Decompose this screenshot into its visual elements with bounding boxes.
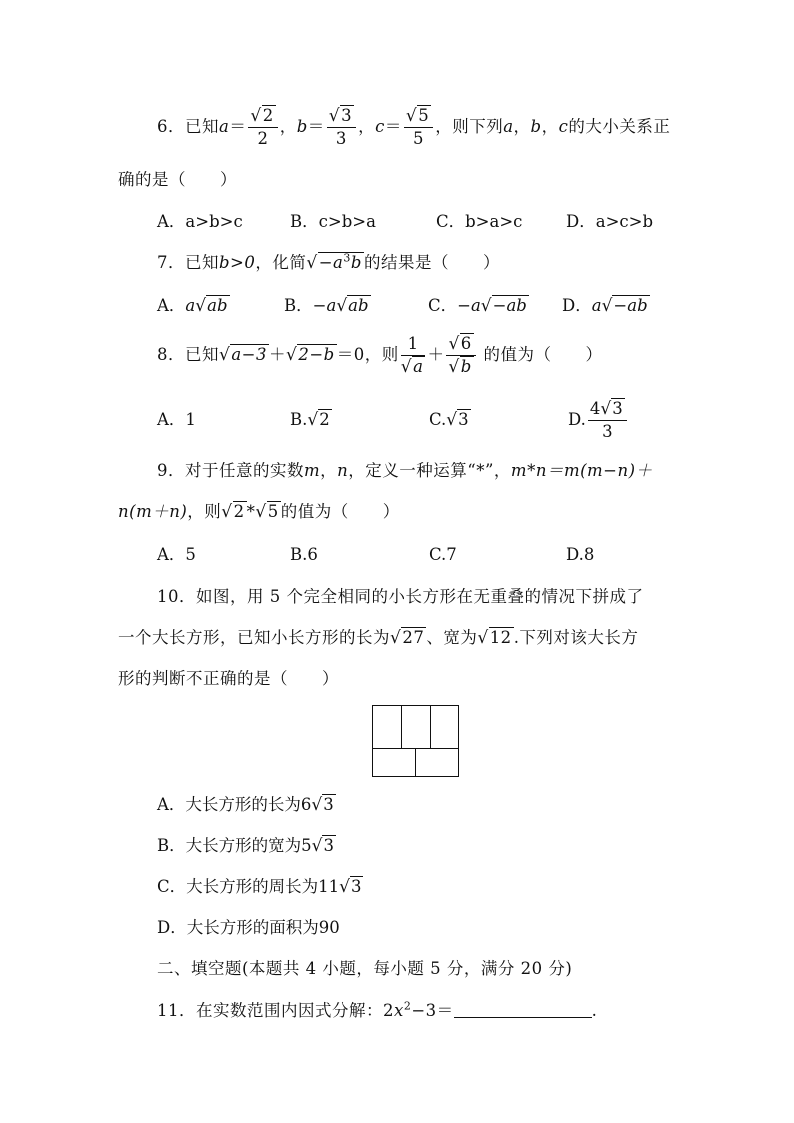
answer-blank[interactable] bbox=[454, 999, 592, 1018]
equals: ＝ bbox=[229, 117, 247, 136]
fraction-sqrt5-over-5: $\frac{√5}{5}$ bbox=[404, 105, 433, 150]
fraction-sqrt6-over-sqrt-b: $\frac{√6}{√b}$ bbox=[446, 333, 475, 378]
q7-option-b: B．−a√ab bbox=[284, 296, 369, 316]
figure-divider bbox=[430, 706, 431, 748]
q6-option-b: B．c>b>a bbox=[290, 212, 376, 231]
q9-option-b: B.6 bbox=[290, 545, 318, 564]
q8-option-c: C.√3 bbox=[429, 410, 469, 430]
q10-option-c: C．大长方形的周长为11√3 bbox=[157, 877, 362, 897]
q8-option-d: D. $\frac{4√3}{3}$ bbox=[568, 396, 629, 444]
rectangle-figure bbox=[372, 705, 459, 777]
q11-stem: 11．在实数范围内因式分解：$2x^2-3=$ . bbox=[157, 999, 598, 1020]
q7-stem: 7．已知b>0，化简$√-a^3b$ 的结果是（ ） bbox=[157, 251, 500, 273]
fraction-1-over-sqrt-a: $\frac{1}{√a}$ bbox=[400, 334, 424, 377]
figure-divider bbox=[415, 748, 416, 777]
q8-option-a: A．1 bbox=[157, 410, 196, 429]
q9-line1: 9．对于任意的实数m，n，定义一种运算“*”，m*n＝m(m−n)＋ bbox=[157, 461, 653, 480]
q10-line3: 形的判断不正确的是（ ） bbox=[118, 669, 339, 688]
q10-line1: 10．如图，用 5 个完全相同的小长方形在无重叠的情况下拼成了 bbox=[157, 587, 644, 606]
q7-option-d: D．a√−ab bbox=[562, 296, 648, 316]
var-b: b bbox=[296, 117, 308, 136]
var-a: a bbox=[219, 117, 230, 136]
q9-option-d: D.8 bbox=[566, 545, 595, 564]
fraction-sqrt3-over-3: $\frac{√3}{3}$ bbox=[327, 105, 356, 150]
q10-option-b: B．大长方形的宽为5√3 bbox=[157, 836, 334, 856]
var-c: c bbox=[375, 117, 385, 136]
q9-line2: n(m＋n)，则√2 *√5 的值为（ ） bbox=[118, 502, 400, 522]
q6-number: 6 bbox=[157, 117, 168, 136]
q7-option-c: C．−a√−ab bbox=[428, 296, 527, 316]
q7-option-a: A．a√ab bbox=[157, 296, 228, 316]
q10-option-d: D．大长方形的面积为90 bbox=[157, 918, 340, 937]
q9-option-a: A．5 bbox=[157, 545, 196, 564]
fraction-sqrt2-over-2: $\frac{√2}{2}$ bbox=[248, 105, 277, 150]
q6-intro: ．已知 bbox=[168, 117, 219, 136]
q9-option-c: C.7 bbox=[429, 545, 457, 564]
q6-line2: 确的是（ ） bbox=[118, 170, 237, 189]
figure-divider bbox=[401, 706, 402, 748]
q10-line2: 一个大长方形，已知小长方形的长为√27 、宽为√12 .下列对该大长方 bbox=[118, 628, 639, 648]
section-heading: 二、填空题(本题共 4 小题，每小题 5 分，满分 20 分) bbox=[157, 959, 573, 978]
q6-option-a: A．a>b>c bbox=[157, 212, 243, 231]
q10-option-a: A．大长方形的长为6√3 bbox=[157, 795, 334, 815]
q6-option-c: C．b>a>c bbox=[436, 212, 523, 231]
q8-option-b: B.√2 bbox=[290, 410, 330, 430]
q6-option-d: D．a>c>b bbox=[566, 212, 654, 231]
q6-line1: 6．已知a＝ $\frac{√2}{2}$ ，b＝ $\frac{√3}{3}$ ，c＝ $\frac{√5}{5}$ ，则下列a，b，c的大小关系正 bbox=[157, 106, 671, 148]
radical-neg-a3b: $√-a^3b$ bbox=[306, 251, 362, 273]
q8-stem: 8．已知√a−3 ＋√2−b ＝0，则 $\frac{1}{√a}$ ＋ $\frac{√6}{√b}$ 的值为（ ） bbox=[157, 334, 603, 377]
